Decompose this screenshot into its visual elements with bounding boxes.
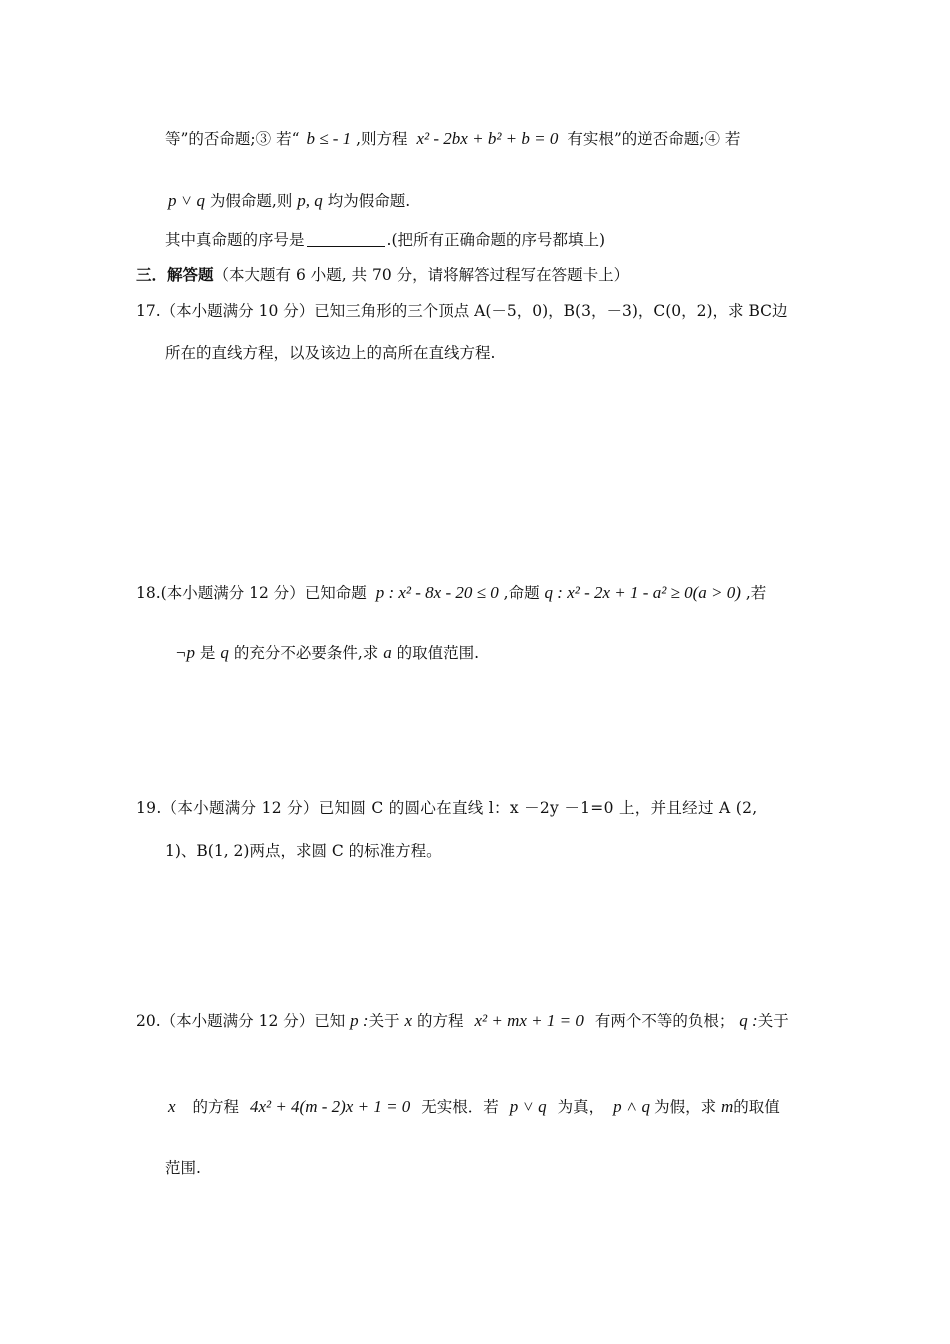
math-expr: ¬p [175, 643, 195, 662]
q18-line-1 [136, 582, 766, 604]
math-expr: p ˅ q [168, 191, 205, 210]
q19-line-2: 1)、B(1, 2)两点，求圆 C 的标准方程。 [165, 842, 442, 860]
q20-line-2 [168, 1096, 780, 1118]
section-title: 三．解答题 [136, 265, 214, 284]
section-note: （本大题有 6 小题, 共 70 分，请将解答过程写在答题卡上） [213, 266, 630, 284]
q16-line-3 [165, 229, 605, 251]
math-expr: p ˄ q [613, 1097, 651, 1116]
q17-line-1: 17.（本小题满分 10 分）已知三角形的三个顶点 A(－5，0)，B(3，－3)，C(0，2)，求 BC边 [136, 302, 788, 320]
q20-text: 的方程 [417, 1012, 464, 1030]
q20-text: 有两个不等的负根； [594, 1012, 735, 1030]
math-expr: q : [739, 1011, 758, 1030]
section-3-heading [136, 264, 629, 286]
math-expr: p ˅ q [509, 1097, 547, 1116]
math-expr: 4x² + 4(m - 2)x + 1 = 0 [249, 1097, 411, 1116]
q18-line-2 [175, 642, 479, 664]
math-expr: x [168, 1097, 176, 1116]
answer-blank[interactable] [307, 230, 385, 247]
math-expr: b ≤ - 1 [306, 129, 352, 148]
math-expr: a [383, 643, 392, 662]
q20-text: 20.（本小题满分 12 分）已知 [136, 1012, 346, 1030]
q20-text: 为假，求 [654, 1098, 717, 1116]
math-expr: x² - 2bx + b² + b = 0 [416, 129, 559, 148]
q18-text: 的充分不必要条件,求 [233, 644, 379, 662]
q16-text: 为假命题,则 [209, 192, 293, 210]
q18-text: 的取值范围. [396, 644, 480, 662]
q18-text: ,命题 [503, 584, 540, 602]
q17-line-2: 所在的直线方程，以及该边上的高所在直线方程. [165, 344, 496, 362]
q16-line-1 [165, 128, 740, 150]
q16-text: 均为假命题. [327, 192, 411, 210]
math-expr: q [220, 643, 229, 662]
q20-text: 关于 [757, 1012, 789, 1030]
math-expr: m [721, 1097, 734, 1116]
q16-text: 有实根”的逆否命题;④ 若 [567, 130, 741, 148]
q16-text: ,则方程 [356, 130, 408, 148]
q16-text: 等”的否命题;③ 若“ [165, 130, 300, 148]
q20-text: 无实根．若 [421, 1098, 499, 1116]
math-expr: p : [350, 1011, 369, 1030]
q20-text: 的方程 [192, 1098, 239, 1116]
q20-line-3: 范围. [165, 1159, 201, 1177]
q18-text: 是 [199, 644, 216, 662]
math-expr: p, q [297, 191, 323, 210]
q20-text: 的取值 [733, 1098, 780, 1116]
q19-line-1: 19.（本小题满分 12 分）已知圆 C 的圆心在直线 l：x －2y －1=0 上，并且经过 A (2, [136, 799, 758, 817]
q16-line-2 [168, 190, 410, 212]
math-expr: q : x² - 2x + 1 - a² ≥ 0(a > 0) [544, 583, 741, 602]
math-expr: p : x² - 8x - 20 ≤ 0 [375, 583, 499, 602]
q16-text: 其中真命题的序号是 [165, 231, 305, 249]
math-expr: x² + mx + 1 = 0 [474, 1011, 584, 1030]
q20-line-1 [136, 1010, 789, 1032]
q20-text: 为真， [557, 1098, 605, 1116]
math-expr: x [404, 1011, 413, 1030]
q18-text: ,若 [745, 584, 767, 602]
q16-text: .(把所有正确命题的序号都填上) [386, 231, 606, 249]
q18-text: 18.(本小题满分 12 分）已知命题 [136, 584, 367, 602]
q20-text: 关于 [368, 1012, 400, 1030]
